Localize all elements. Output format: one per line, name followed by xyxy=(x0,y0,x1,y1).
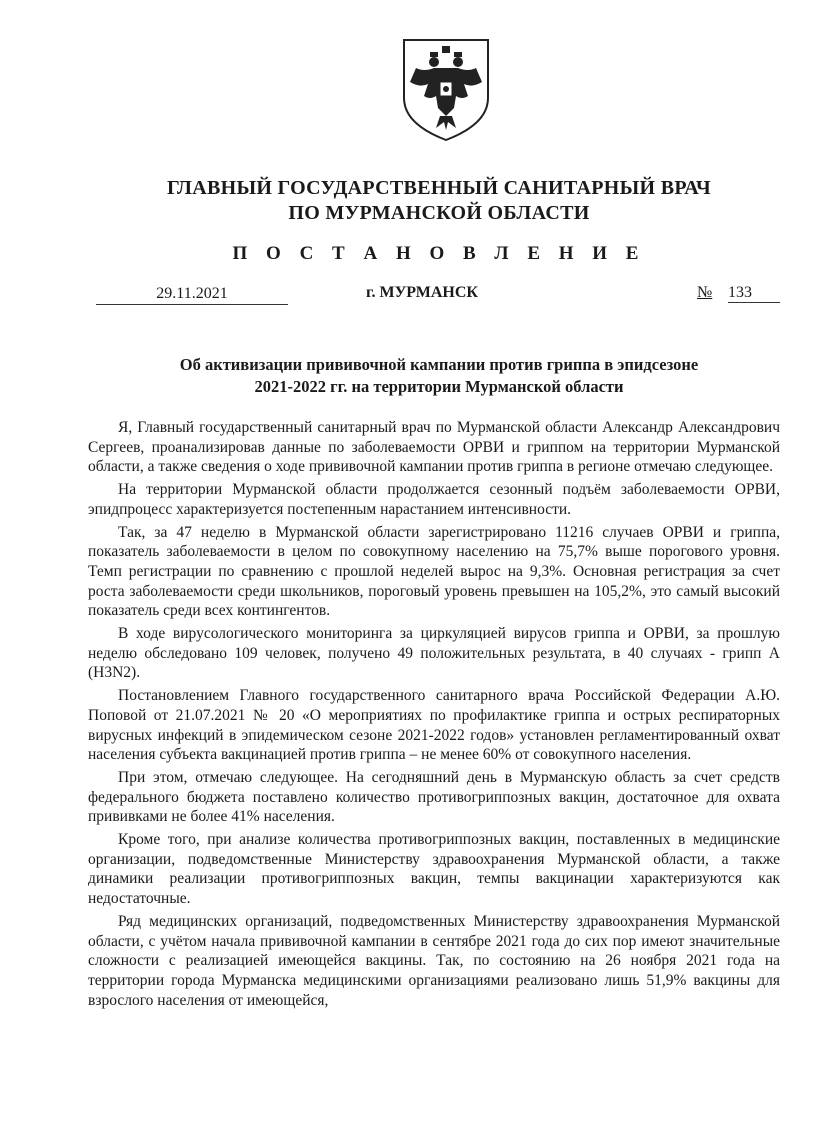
subject-line-1: Об активизации прививочной кампании против гриппа в эпидсезоне xyxy=(179,355,699,374)
body-paragraph: При этом, отмечаю следующее. На сегодняшний день в Мурманскую область за счет средств федерального бюджета поставлено количество противогриппозных вакцин, достаточное для охвата прививками не более 41% населения. xyxy=(88,768,780,826)
document-subject xyxy=(100,354,778,398)
authority-title xyxy=(0,176,828,226)
body-paragraph: В ходе вирусологического мониторинга за циркуляцией вирусов гриппа и ОРВИ, за прошлую неделю обследовано 109 человек, получено 49 положительных результата, в 40 случаях - грипп А (H3N2). xyxy=(88,625,780,682)
double-headed-eagle-emblem xyxy=(400,38,492,142)
body-paragraph: На территории Мурманской области продолжается сезонный подъём заболеваемости ОРВИ, эпидпроцесс характеризуется постепенным нарастанием интенсивности. xyxy=(88,481,780,518)
body-paragraph: Я, Главный государственный санитарный врач по Мурманской области Александр Александрович Сергеев, проанализировав данные по заболеваемости ОРВИ и гриппом на территории Мурманской области, а также сведения о ходе прививочной кампании против гриппа в регионе отмечаю следующее. xyxy=(88,419,780,476)
document-body xyxy=(88,418,780,1013)
body-paragraph: Ряд медицинских организаций, подведомственных Министерству здравоохранения Мурманской области, с учётом начала прививочной кампании в сентябре 2021 года до сих пор имеют значительные сложности с реализацией имеющейся вакцины. Так, по состоянию на 26 ноября 2021 года на территории города Мурманска медицинскими организациями реализовано лишь 51,9% вакцины для взрослого населения от имеющейся, xyxy=(88,912,780,1009)
subject-line-2: 2021-2022 гг. на территории Мурманской области xyxy=(254,377,624,396)
authority-line-1: ГЛАВНЫЙ ГОСУДАРСТВЕННЫЙ САНИТАРНЫЙ ВРАЧ xyxy=(167,177,711,199)
document-type: П О С Т А Н О В Л Е Н И Е xyxy=(232,243,646,264)
document-city: г. МУРМАНСК xyxy=(366,284,479,301)
body-paragraph: Кроме того, при анализе количества противогриппозных вакцин, поставленных в медицинские организации, подведомственные Министерству здравоохранения Мурманской области, а также динамики реализации противогриппозных вакцин, темпы вакцинации характеризуются как недостаточные. xyxy=(88,831,780,908)
authority-line-2: ПО МУРМАНСКОЙ ОБЛАСТИ xyxy=(288,202,590,224)
number-label: № xyxy=(697,284,713,301)
document-number: 133 xyxy=(728,284,780,303)
body-paragraph: Постановлением Главного государственного санитарного врача Российской Федерации А.Ю. Поповой от 21.07.2021 № 20 «О мероприятиях по профилактике гриппа и острых респираторных вирусных инфекций в эпидемическом сезоне 2021-2022 годов» установлен регламентированный охват населения субъекта вакцинацией против гриппа – не менее 60% от совокупного населения. xyxy=(88,687,780,764)
document-date: 29.11.2021 xyxy=(96,285,288,305)
body-paragraph: Так, за 47 неделю в Мурманской области зарегистрировано 11216 случаев ОРВИ и гриппа, показатель заболеваемости в целом по совокупному населению на 75,7% выше порогового уровня. Темп регистрации по сравнению с прошлой неделей вырос на 9,3%. Основная регистрация за счет роста заболеваемости среди школьников, пороговый уровень превышен на 105,2%, это самый высокий показатель среди всех контингентов. xyxy=(88,523,780,620)
